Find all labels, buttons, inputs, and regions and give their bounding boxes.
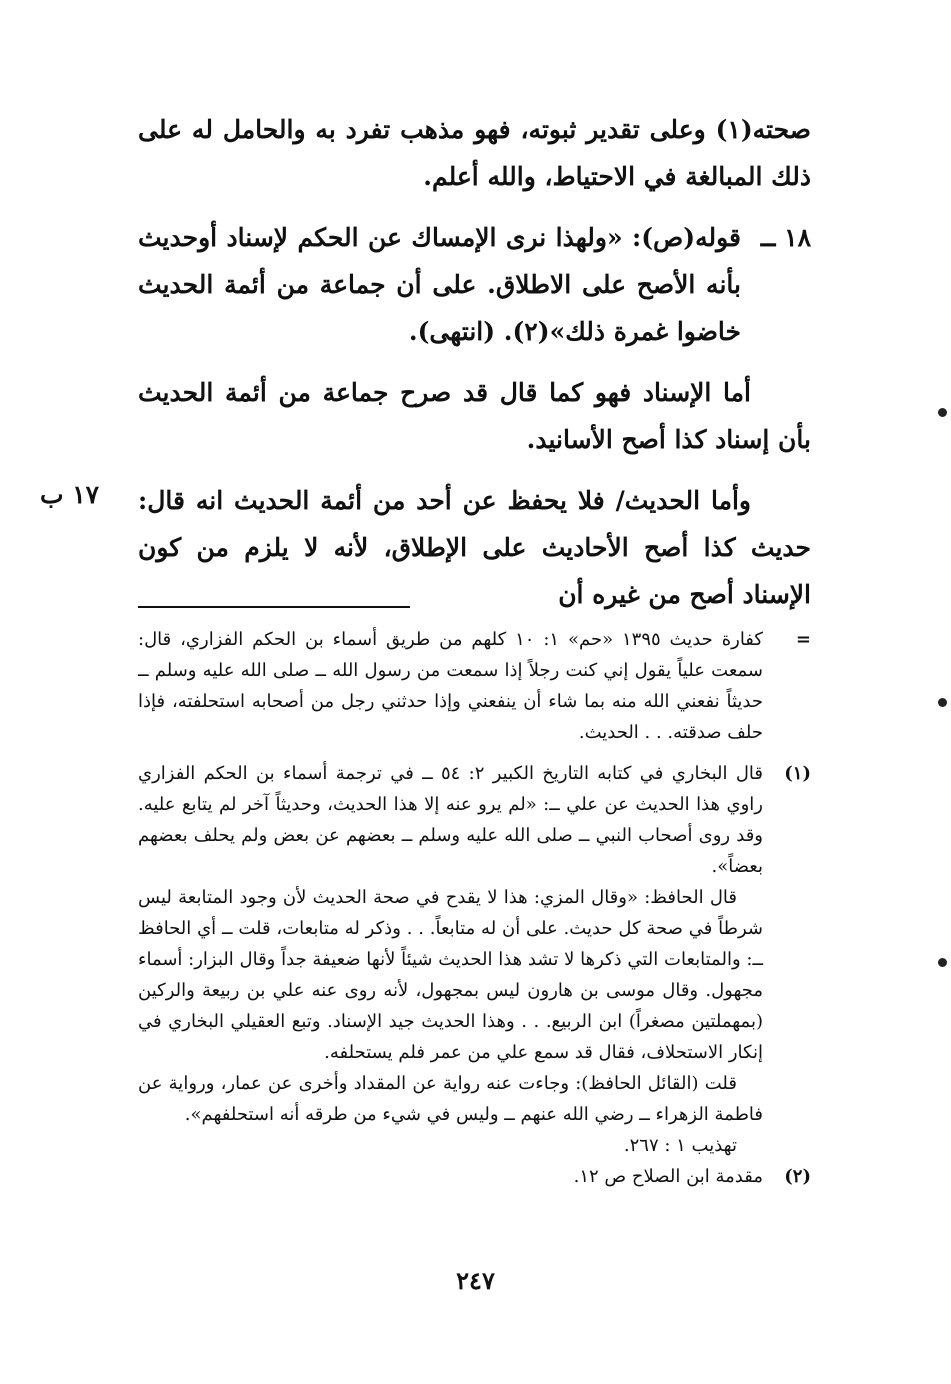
footnote-1 [138,758,811,1161]
item-18-text: قوله(ص): «ولهذا نرى الإمساك عن الحكم لإسناد أوحديث بأنه الأصح على الاطلاق. على أن جماعة من أئمة الحديث خاضوا غمرة ذلك»(٢). (انتهى). [138,223,741,346]
footnote-continuation-mark: = [795,629,811,650]
footnote-separator [138,606,410,608]
scan-mark [938,408,947,417]
footnote-1-para-2: قال الحافظ: «وقال المزي: هذا لا يقدح في صحة الحديث لأن وجود المتابعة ليس شرطاً في صحة كل حديث. على أن له متابعاً. . . وذكر له متابعات، قلت ــ أي الحافظ ــ: والمتابعات التي ذكرها لا تشد هذا الحديث شيئاً لأنها ضعيفة جداً وقال البزار: أسماء مجهول. وقال موسى بن هارون ليس بمجهول، لأنه روى عنه علي بن ربيعة والركين (بمهملتين مصغراً) ابن الربيع. . . وهذا الحديث جيد الإسناد. وتبع العقيلي البخاري في إنكار الاستحلاف، فقال قد سمع علي من عمر فلم يستحلفه. [138,887,763,1063]
footnote-2 [138,1161,811,1192]
scan-mark [938,698,947,707]
footnote-continuation [138,624,811,748]
main-text [138,106,811,618]
footnote-2-mark: (٢) [784,1166,811,1187]
item-18-number: ١٨ ــ [760,223,811,252]
footnote-continuation-text: كفارة حديث ١٣٩٥ «حم» ١: ١٠ كلهم من طريق أسماء بن الحكم الفزاري، قال: سمعت علياً يقول إني كنت رجلاً إذا سمعت من رسول الله ــ صلى الله عليه وسلم ــ حديثاً نفعني الله منه بما شاء أن ينفعني وإذا حدثني رجل من أصحابه استحلفته، فإذا حلف صدقته. . . الحديث. [138,629,763,743]
footnote-1-para-1: قال البخاري في كتابه التاريخ الكبير ٢: ٥٤ ــ في ترجمة أسماء بن الحكم الفزاري راوي هذا الحديث عن علي ــ: «لم يرو عنه إلا هذا الحديث، وحديثاً آخر لم يتابع عليه. وقد روى أصحاب النبي ــ صلى الله عليه وسلم ــ بعضهم عن بعض ولم يحلف بعضهم بعضاً». [138,763,763,877]
footnotes [138,624,811,1192]
footnote-1-para-3: قلت (القائل الحافظ): وجاءت عنه رواية عن المقداد وأخرى عن عمار، ورواية عن فاطمة الزهراء ــ رضي الله عنهم ــ وليس في شيء من طرقه أنه استحلفهم». [138,1073,763,1125]
item-18 [138,214,811,355]
continuation-paragraph: صحته(١) وعلى تقدير ثبوته، فهو مذهب تفرد به والحامل له على ذلك المبالغة في الاحتياط، والله أعلم. [138,115,811,191]
isnad-paragraph: أما الإسناد فهو كما قال قد صرح جماعة من أئمة الحديث بأن إسناد كذا أصح الأسانيد. [138,378,811,454]
footnote-2-text: مقدمة ابن الصلاح ص ١٢. [573,1166,763,1187]
margin-folio-reference: ١٧ ب [40,480,100,509]
scan-mark [938,958,947,967]
footnote-1-para-4: تهذيب ١ : ٢٦٧. [623,1135,737,1156]
page-number: ٢٤٧ [456,1266,495,1295]
footnote-1-mark: (١) [784,763,811,784]
hadith-paragraph: وأما الحديث/ فلا يحفظ عن أحد من أئمة الحديث انه قال: حديث كذا أصح الأحاديث على الإطلاق، لأنه لا يلزم من كون الإسناد أصح من غيره أن [138,486,811,609]
